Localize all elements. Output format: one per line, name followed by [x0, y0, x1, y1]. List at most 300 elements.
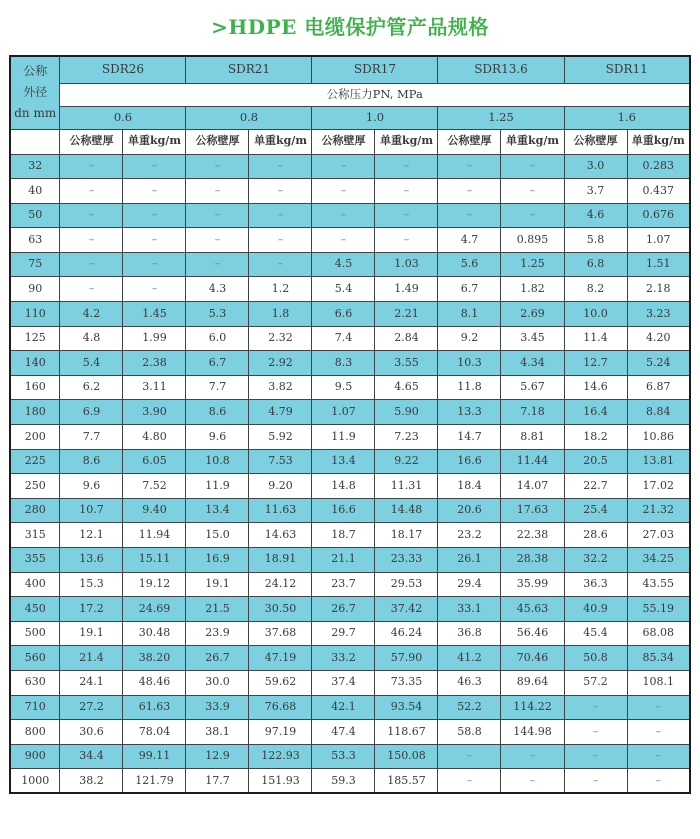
value-cell: –: [312, 154, 375, 179]
dn-cell: 200: [10, 425, 60, 450]
dn-cell: 710: [10, 695, 60, 720]
table-row: [10, 277, 690, 302]
value-cell: 14.8: [312, 474, 375, 499]
table-row: [10, 744, 690, 769]
value-cell: 14.63: [249, 523, 312, 548]
dn-cell: 110: [10, 302, 60, 327]
pressure-label-row: [10, 83, 690, 106]
value-cell: 6.05: [123, 449, 186, 474]
table-row: [10, 351, 690, 376]
value-cell: –: [186, 252, 249, 277]
dn-cell: 225: [10, 449, 60, 474]
value-cell: 9.20: [249, 474, 312, 499]
value-cell: 18.4: [438, 474, 501, 499]
value-cell: 6.7: [438, 277, 501, 302]
value-cell: 121.79: [123, 769, 186, 794]
pressure-values-row: [10, 106, 690, 129]
value-cell: 14.7: [438, 425, 501, 450]
value-cell: 42.1: [312, 695, 375, 720]
value-cell: 2.38: [123, 351, 186, 376]
value-cell: 3.82: [249, 375, 312, 400]
value-cell: –: [375, 203, 438, 228]
sub-header-weight: 单重kg/m: [375, 129, 438, 154]
value-cell: 19.1: [60, 621, 123, 646]
value-cell: 47.19: [249, 646, 312, 671]
sub-header-wall: 公称壁厚: [438, 129, 501, 154]
value-cell: 48.46: [123, 670, 186, 695]
value-cell: 3.23: [627, 302, 690, 327]
value-cell: 17.63: [501, 498, 564, 523]
value-cell: 24.69: [123, 597, 186, 622]
sub-header-row: [10, 129, 690, 154]
value-cell: –: [438, 769, 501, 794]
value-cell: 30.48: [123, 621, 186, 646]
dn-cell: 40: [10, 179, 60, 204]
value-cell: –: [375, 179, 438, 204]
value-cell: 46.24: [375, 621, 438, 646]
value-cell: –: [312, 203, 375, 228]
value-cell: –: [438, 744, 501, 769]
value-cell: –: [186, 203, 249, 228]
value-cell: 17.2: [60, 597, 123, 622]
table-row: [10, 449, 690, 474]
value-cell: 36.8: [438, 621, 501, 646]
value-cell: 7.53: [249, 449, 312, 474]
value-cell: 9.2: [438, 326, 501, 351]
sdr-header-sdr26: SDR26: [60, 56, 186, 83]
sdr-header-sdr13-6: SDR13.6: [438, 56, 564, 83]
value-cell: 3.0: [564, 154, 627, 179]
sub-header-wall: 公称壁厚: [186, 129, 249, 154]
value-cell: 2.21: [375, 302, 438, 327]
value-cell: 23.2: [438, 523, 501, 548]
sub-header-weight: 单重kg/m: [501, 129, 564, 154]
corner-line-1: 公称: [23, 64, 48, 79]
dn-cell: 50: [10, 203, 60, 228]
value-cell: 7.7: [60, 425, 123, 450]
value-cell: 1.45: [123, 302, 186, 327]
value-cell: 1.8: [249, 302, 312, 327]
dn-cell: 140: [10, 351, 60, 376]
value-cell: 11.4: [564, 326, 627, 351]
value-cell: 57.2: [564, 670, 627, 695]
value-cell: 5.6: [438, 252, 501, 277]
value-cell: 30.6: [60, 720, 123, 745]
value-cell: 6.0: [186, 326, 249, 351]
value-cell: 4.8: [60, 326, 123, 351]
value-cell: 5.4: [60, 351, 123, 376]
sub-header-wall: 公称壁厚: [312, 129, 375, 154]
value-cell: 13.4: [186, 498, 249, 523]
value-cell: –: [501, 744, 564, 769]
value-cell: 4.20: [627, 326, 690, 351]
value-cell: 23.9: [186, 621, 249, 646]
table-row: [10, 375, 690, 400]
value-cell: 45.63: [501, 597, 564, 622]
value-cell: 15.0: [186, 523, 249, 548]
value-cell: –: [249, 228, 312, 253]
value-cell: 68.08: [627, 621, 690, 646]
value-cell: 19.12: [123, 572, 186, 597]
value-cell: 38.1: [186, 720, 249, 745]
value-cell: 6.8: [564, 252, 627, 277]
value-cell: 5.3: [186, 302, 249, 327]
value-cell: 9.5: [312, 375, 375, 400]
value-cell: 144.98: [501, 720, 564, 745]
dn-cell: 32: [10, 154, 60, 179]
value-cell: 36.3: [564, 572, 627, 597]
value-cell: 7.4: [312, 326, 375, 351]
value-cell: 5.67: [501, 375, 564, 400]
value-cell: 46.3: [438, 670, 501, 695]
value-cell: 0.895: [501, 228, 564, 253]
table-body: [10, 154, 690, 793]
value-cell: 7.18: [501, 400, 564, 425]
value-cell: 21.1: [312, 548, 375, 573]
value-cell: 28.38: [501, 548, 564, 573]
value-cell: 16.6: [438, 449, 501, 474]
value-cell: 70.46: [501, 646, 564, 671]
value-cell: 38.2: [60, 769, 123, 794]
table-row: [10, 523, 690, 548]
value-cell: 8.81: [501, 425, 564, 450]
value-cell: 150.08: [375, 744, 438, 769]
dn-cell: 900: [10, 744, 60, 769]
value-cell: –: [123, 154, 186, 179]
sdr-header-row: [10, 56, 690, 83]
value-cell: 33.9: [186, 695, 249, 720]
value-cell: 11.94: [123, 523, 186, 548]
value-cell: 9.22: [375, 449, 438, 474]
value-cell: 1.51: [627, 252, 690, 277]
dn-cell: 180: [10, 400, 60, 425]
value-cell: 17.7: [186, 769, 249, 794]
value-cell: 97.19: [249, 720, 312, 745]
value-cell: 11.31: [375, 474, 438, 499]
value-cell: –: [186, 179, 249, 204]
dn-cell: 800: [10, 720, 60, 745]
value-cell: 21.5: [186, 597, 249, 622]
value-cell: 34.4: [60, 744, 123, 769]
dn-cell: 280: [10, 498, 60, 523]
value-cell: 114.22: [501, 695, 564, 720]
value-cell: 8.6: [186, 400, 249, 425]
value-cell: 2.32: [249, 326, 312, 351]
dn-cell: 400: [10, 572, 60, 597]
value-cell: 10.86: [627, 425, 690, 450]
value-cell: 1.99: [123, 326, 186, 351]
value-cell: 6.87: [627, 375, 690, 400]
value-cell: 13.4: [312, 449, 375, 474]
value-cell: 15.11: [123, 548, 186, 573]
spec-table: [9, 55, 691, 794]
table-row: [10, 646, 690, 671]
value-cell: 58.8: [438, 720, 501, 745]
sub-header-weight: 单重kg/m: [249, 129, 312, 154]
value-cell: 4.7: [438, 228, 501, 253]
value-cell: 0.676: [627, 203, 690, 228]
value-cell: 28.6: [564, 523, 627, 548]
value-cell: 6.6: [312, 302, 375, 327]
value-cell: 99.11: [123, 744, 186, 769]
value-cell: 21.4: [60, 646, 123, 671]
table-row: [10, 572, 690, 597]
value-cell: –: [123, 228, 186, 253]
table-row: [10, 252, 690, 277]
value-cell: 1.25: [501, 252, 564, 277]
value-cell: 57.90: [375, 646, 438, 671]
value-cell: 55.19: [627, 597, 690, 622]
value-cell: 0.437: [627, 179, 690, 204]
sdr-header-sdr17: SDR17: [312, 56, 438, 83]
table-row: [10, 720, 690, 745]
value-cell: 10.3: [438, 351, 501, 376]
dn-cell: 125: [10, 326, 60, 351]
value-cell: 5.90: [375, 400, 438, 425]
dn-cell: 75: [10, 252, 60, 277]
pn-value-1-0: 1.0: [312, 106, 438, 129]
value-cell: 118.67: [375, 720, 438, 745]
value-cell: 6.9: [60, 400, 123, 425]
value-cell: 26.1: [438, 548, 501, 573]
value-cell: 7.52: [123, 474, 186, 499]
value-cell: –: [249, 252, 312, 277]
value-cell: –: [60, 252, 123, 277]
value-cell: 14.07: [501, 474, 564, 499]
dn-cell: 315: [10, 523, 60, 548]
value-cell: –: [501, 769, 564, 794]
table-row: [10, 203, 690, 228]
value-cell: 11.44: [501, 449, 564, 474]
value-cell: 61.63: [123, 695, 186, 720]
value-cell: 9.6: [60, 474, 123, 499]
value-cell: 8.1: [438, 302, 501, 327]
value-cell: –: [438, 179, 501, 204]
value-cell: 53.3: [312, 744, 375, 769]
value-cell: 27.03: [627, 523, 690, 548]
pn-value-0-6: 0.6: [60, 106, 186, 129]
value-cell: 13.6: [60, 548, 123, 573]
value-cell: 52.2: [438, 695, 501, 720]
table-row: [10, 400, 690, 425]
value-cell: 5.8: [564, 228, 627, 253]
dn-cell: 1000: [10, 769, 60, 794]
value-cell: 1.2: [249, 277, 312, 302]
value-cell: –: [60, 228, 123, 253]
dn-cell: 630: [10, 670, 60, 695]
value-cell: 16.6: [312, 498, 375, 523]
value-cell: 59.62: [249, 670, 312, 695]
table-row: [10, 621, 690, 646]
table-row: [10, 154, 690, 179]
page-title: >HDPE 电缆保护管产品规格: [211, 15, 489, 39]
value-cell: 0.283: [627, 154, 690, 179]
value-cell: 35.99: [501, 572, 564, 597]
value-cell: 6.2: [60, 375, 123, 400]
value-cell: 33.2: [312, 646, 375, 671]
value-cell: 23.33: [375, 548, 438, 573]
value-cell: –: [249, 179, 312, 204]
value-cell: 85.34: [627, 646, 690, 671]
value-cell: –: [186, 154, 249, 179]
value-cell: 4.3: [186, 277, 249, 302]
table-row: [10, 695, 690, 720]
value-cell: –: [501, 154, 564, 179]
value-cell: 56.46: [501, 621, 564, 646]
value-cell: 27.2: [60, 695, 123, 720]
value-cell: 24.1: [60, 670, 123, 695]
value-cell: 18.91: [249, 548, 312, 573]
value-cell: 43.55: [627, 572, 690, 597]
value-cell: 22.7: [564, 474, 627, 499]
value-cell: 20.6: [438, 498, 501, 523]
value-cell: 9.6: [186, 425, 249, 450]
value-cell: 18.7: [312, 523, 375, 548]
value-cell: 26.7: [186, 646, 249, 671]
value-cell: –: [501, 203, 564, 228]
value-cell: 14.6: [564, 375, 627, 400]
value-cell: 25.4: [564, 498, 627, 523]
value-cell: 14.48: [375, 498, 438, 523]
value-cell: –: [60, 277, 123, 302]
pn-value-1-6: 1.6: [564, 106, 690, 129]
value-cell: 1.82: [501, 277, 564, 302]
value-cell: 10.0: [564, 302, 627, 327]
value-cell: 4.5: [312, 252, 375, 277]
value-cell: 7.7: [186, 375, 249, 400]
table-row: [10, 302, 690, 327]
value-cell: 4.2: [60, 302, 123, 327]
value-cell: 29.7: [312, 621, 375, 646]
value-cell: 2.18: [627, 277, 690, 302]
value-cell: 10.7: [60, 498, 123, 523]
value-cell: 40.9: [564, 597, 627, 622]
dn-cell: 250: [10, 474, 60, 499]
value-cell: 34.25: [627, 548, 690, 573]
value-cell: –: [627, 744, 690, 769]
value-cell: –: [627, 695, 690, 720]
value-cell: 89.64: [501, 670, 564, 695]
dn-cell: 90: [10, 277, 60, 302]
table-row: [10, 179, 690, 204]
value-cell: 1.07: [627, 228, 690, 253]
value-cell: 24.12: [249, 572, 312, 597]
value-cell: 73.35: [375, 670, 438, 695]
table-row: [10, 498, 690, 523]
value-cell: 108.1: [627, 670, 690, 695]
value-cell: –: [123, 252, 186, 277]
value-cell: 19.1: [186, 572, 249, 597]
value-cell: 2.92: [249, 351, 312, 376]
table-row: [10, 670, 690, 695]
value-cell: 10.8: [186, 449, 249, 474]
value-cell: 30.0: [186, 670, 249, 695]
value-cell: –: [438, 154, 501, 179]
value-cell: 4.6: [564, 203, 627, 228]
value-cell: 29.53: [375, 572, 438, 597]
dn-cell: 500: [10, 621, 60, 646]
value-cell: 12.1: [60, 523, 123, 548]
sub-header-wall: 公称壁厚: [60, 129, 123, 154]
value-cell: 29.4: [438, 572, 501, 597]
value-cell: 18.17: [375, 523, 438, 548]
value-cell: –: [627, 720, 690, 745]
value-cell: 2.69: [501, 302, 564, 327]
value-cell: 37.42: [375, 597, 438, 622]
value-cell: 30.50: [249, 597, 312, 622]
corner-header-cell: [10, 56, 60, 129]
corner-line-3: dn mm: [14, 106, 57, 121]
value-cell: 8.2: [564, 277, 627, 302]
value-cell: 1.03: [375, 252, 438, 277]
value-cell: –: [438, 203, 501, 228]
value-cell: 3.55: [375, 351, 438, 376]
dn-cell: 450: [10, 597, 60, 622]
value-cell: 18.2: [564, 425, 627, 450]
value-cell: 93.54: [375, 695, 438, 720]
value-cell: –: [186, 228, 249, 253]
value-cell: –: [564, 769, 627, 794]
value-cell: 185.57: [375, 769, 438, 794]
pressure-label-cell: 公称压力PN, MPa: [60, 83, 690, 106]
sub-header-weight: 单重kg/m: [627, 129, 690, 154]
value-cell: 21.32: [627, 498, 690, 523]
value-cell: 4.65: [375, 375, 438, 400]
value-cell: 15.3: [60, 572, 123, 597]
value-cell: 8.6: [60, 449, 123, 474]
value-cell: 17.02: [627, 474, 690, 499]
value-cell: 1.07: [312, 400, 375, 425]
value-cell: –: [123, 277, 186, 302]
value-cell: 5.4: [312, 277, 375, 302]
corner-line-2: 外径: [23, 85, 48, 100]
value-cell: 3.90: [123, 400, 186, 425]
value-cell: 78.04: [123, 720, 186, 745]
table-row: [10, 474, 690, 499]
value-cell: 6.7: [186, 351, 249, 376]
value-cell: 4.34: [501, 351, 564, 376]
value-cell: 11.9: [312, 425, 375, 450]
sub-header-empty-cell: [10, 129, 60, 154]
table-row: [10, 769, 690, 794]
value-cell: 16.4: [564, 400, 627, 425]
dn-cell: 63: [10, 228, 60, 253]
value-cell: –: [60, 203, 123, 228]
value-cell: 45.4: [564, 621, 627, 646]
pn-value-1-25: 1.25: [438, 106, 564, 129]
value-cell: 3.45: [501, 326, 564, 351]
value-cell: 32.2: [564, 548, 627, 573]
dn-cell: 355: [10, 548, 60, 573]
value-cell: 3.11: [123, 375, 186, 400]
value-cell: 11.63: [249, 498, 312, 523]
value-cell: 4.79: [249, 400, 312, 425]
value-cell: 5.24: [627, 351, 690, 376]
value-cell: –: [312, 179, 375, 204]
value-cell: –: [627, 769, 690, 794]
value-cell: 23.7: [312, 572, 375, 597]
value-cell: –: [123, 179, 186, 204]
sdr-header-sdr21: SDR21: [186, 56, 312, 83]
value-cell: –: [375, 154, 438, 179]
value-cell: –: [564, 744, 627, 769]
value-cell: 12.9: [186, 744, 249, 769]
value-cell: 13.3: [438, 400, 501, 425]
table-row: [10, 326, 690, 351]
pn-value-0-8: 0.8: [186, 106, 312, 129]
value-cell: –: [60, 154, 123, 179]
value-cell: 33.1: [438, 597, 501, 622]
